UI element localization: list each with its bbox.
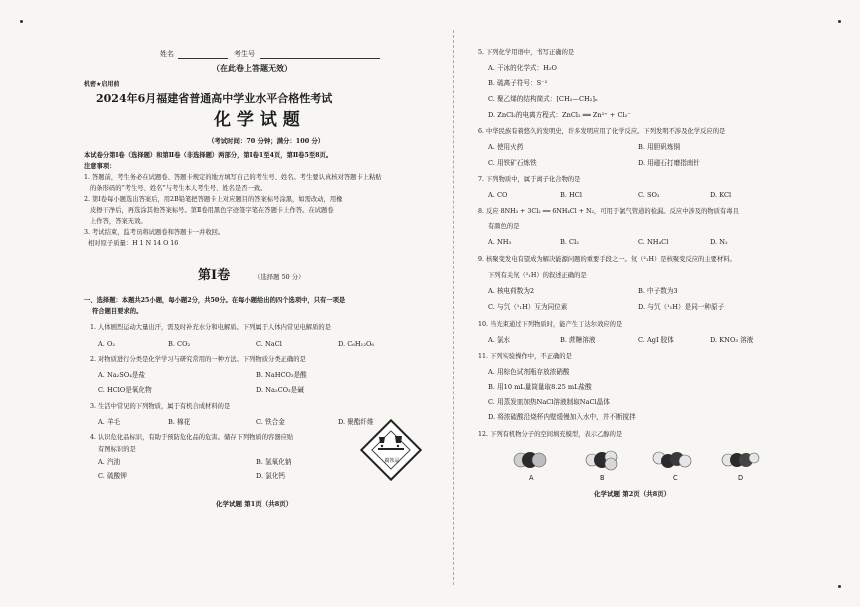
exam-title: 2024年6月福建省普通高中学业水平合格性考试 <box>96 92 333 105</box>
note-line: 2. 第Ⅰ卷每小题选出答案后，用2B铅笔把答题卡上对应题目的答案标号涂黑，如需改动，用橡 <box>84 196 343 203</box>
option: B. 用10 mL量筒量取8.25 mL盐酸 <box>488 383 592 391</box>
option: B. NaHCO₃是酸 <box>256 371 307 379</box>
option: C. 与氕（¹₁H）互为同位素 <box>488 303 568 311</box>
question-stem: 10. 当光束通过下列物质时，能产生丁达尔效应的是 <box>478 321 623 328</box>
exam-no-blank <box>260 58 380 59</box>
option: C. 硫酸钾 <box>98 472 127 480</box>
question-stem: 11. 下列实验操作中，不正确的是 <box>478 353 572 360</box>
question-stem: 6. 中华民族有着悠久的发明史，许多发明应用了化学反应。下列发明不涉及化学反应的是 <box>478 128 726 135</box>
option: D. 将浓硫酸沿烧杯内壁缓慢加入水中，并不断搅拌 <box>488 413 636 421</box>
page-footer: 化学试题 第2页（共8页） <box>594 490 671 498</box>
option: B. Cl₂ <box>560 238 579 246</box>
molecule-model-a <box>508 448 552 472</box>
question-stem: 1. 人体剧烈运动大量出汗，需及时补充水分和电解质。下列属于人体内常见电解质的是 <box>90 324 331 331</box>
section-title: 第Ⅰ卷 <box>198 268 231 283</box>
option: B. 用胆矾炼铜 <box>638 143 681 151</box>
scan-mark <box>20 20 23 23</box>
molecule-model-b <box>580 448 624 472</box>
option: A. O₂ <box>98 340 116 348</box>
question-stem: 5. 下列化学用语中，书写正确的是 <box>478 49 575 56</box>
answer-invalid-notice: （在此卷上答题无效） <box>212 63 292 73</box>
exam-no-label: 考生号 <box>234 50 255 58</box>
option: C. NaCl <box>256 340 282 348</box>
option: A. 汽油 <box>98 458 121 466</box>
molecule-model-d <box>718 448 762 472</box>
page-divider <box>453 30 454 585</box>
molecule-model-c <box>650 448 694 472</box>
note-line: 皮擦干净后，再选涂其他答案标号。第Ⅱ卷用黑色字迹签字笔在答题卡上作答。在试题卷 <box>90 207 334 214</box>
question-stem: 有图标识的是 <box>98 446 136 453</box>
option: D. 与氕（¹₁H）是同一种原子 <box>638 303 725 311</box>
atomic-masses: 相对原子质量：H 1 N 14 O 16 <box>88 240 179 247</box>
section-instruction: 符合题目要求的。 <box>92 308 143 315</box>
option: A. Na₂SO₄是盐 <box>98 371 146 379</box>
name-label: 姓名 <box>160 50 174 58</box>
option: B. 硫离子符号：S⁻² <box>488 79 548 87</box>
question-stem: 下列有关氘（²₁H）的叙述正确的是 <box>488 272 587 279</box>
option: B. HCl <box>560 191 582 199</box>
hazard-label: 腐蚀品 <box>384 458 400 464</box>
question-stem: 3. 生活中常见的下列物质，属于有机合成材料的是 <box>90 403 231 410</box>
option: D. Na₂CO₃是碱 <box>256 386 304 394</box>
option: C. 用蒸发皿加热NaCl溶液制取NaCl晶体 <box>488 398 610 406</box>
option: D. C₆H₁₂O₆ <box>338 340 375 348</box>
notes-title: 注意事项： <box>84 163 116 170</box>
option: B. 氢氧化钠 <box>256 458 292 466</box>
option: A. 氯水 <box>488 336 511 344</box>
option: A. NH₃ <box>488 238 512 246</box>
confidential-mark: 机密★启用前 <box>84 81 120 88</box>
question-stem: 8. 反应 8NH₃ + 3Cl₂ ══ 6NH₄Cl + N₂，可用于氯气管道的检漏。反应中涉及的物质有毒且 <box>478 208 739 215</box>
option: B. CO₂ <box>168 340 191 348</box>
question-stem: 有颜色的是 <box>488 223 520 230</box>
option: B. 棉花 <box>168 418 191 426</box>
question-stem: 4. 认识危化品标识，有助于预防危化品的危害。储存下列物质的容器应贴 <box>90 434 294 441</box>
option: D. N₂ <box>710 238 728 246</box>
option-label: B <box>600 474 605 482</box>
option: D. 氯化钙 <box>256 472 286 480</box>
option: C. SO₂ <box>638 191 660 199</box>
option: A. 用棕色试剂瓶存放浓硝酸 <box>488 368 570 376</box>
option-label: D <box>738 474 744 482</box>
option: A. 使用火药 <box>488 143 524 151</box>
note-line: 上作答，答案无效。 <box>90 218 147 225</box>
note-line: 1. 答题前，考生务必在试题卷、答题卡规定的地方填写自己的考生号、姓名。考生要认真核对答题卡上粘贴 <box>84 174 382 181</box>
option: A. 羊毛 <box>98 418 121 426</box>
option: C. AgI 胶体 <box>638 336 674 344</box>
section-subtitle: （选择题 50 分） <box>254 273 305 281</box>
option: D. ZnCl₂的电离方程式：ZnCl₂ ══ Zn²⁺ + Cl₂⁻ <box>488 111 631 119</box>
scan-mark <box>838 585 841 588</box>
question-stem: 12. 下列有机物分子的空间填充模型，表示乙醇的是 <box>478 431 623 438</box>
option: B. 中子数为3 <box>638 287 678 295</box>
option: C. 用铁矿石炼铁 <box>488 159 537 167</box>
option: A. 干冰的化学式：H₂O <box>488 64 557 72</box>
option: A. 核电荷数为2 <box>488 287 535 295</box>
exam-intro: 本试卷分第Ⅰ卷（选择题）和第Ⅱ卷（非选择题）两部分，第Ⅰ卷1至4页，第Ⅱ卷5至8页。 <box>84 152 333 159</box>
option: D. 用磁石打磨指南针 <box>638 159 700 167</box>
option: A. CO <box>488 191 508 199</box>
option: D. KCl <box>710 191 732 199</box>
question-stem: 7. 下列物质中，属于离子化合物的是 <box>478 176 581 183</box>
question-stem: 9. 核聚变发电有望成为解决能源问题的重要手段之一。氘（²₁H）是核聚变反应的主要材料。 <box>478 256 736 263</box>
corrosive-icon <box>375 433 407 451</box>
name-blank <box>178 58 228 59</box>
option: C. HClO是氧化物 <box>98 386 152 394</box>
note-line: 3. 考试结束，监考员将试题卷和答题卡一并收回。 <box>84 229 225 236</box>
section-instruction: 一、选择题：本题共25小题，每小题2分，共50分。在每小题给出的四个选项中，只有一项是 <box>84 297 346 304</box>
option: C. 铁合金 <box>256 418 285 426</box>
page-footer: 化学试题 第1页（共8页） <box>216 500 293 508</box>
scan-mark <box>838 20 841 23</box>
option: C. NH₄Cl <box>638 238 669 246</box>
option: B. 蔗糖溶液 <box>560 336 596 344</box>
note-line: 的条形码的“考生号、姓名”与考生本人考生号、姓名是否一致。 <box>90 185 267 192</box>
option: D. 聚酯纤维 <box>338 418 374 426</box>
time-info: （考试时间：70 分钟；满分：100 分） <box>208 137 325 145</box>
option: C. 聚乙烯的结构简式：[CH₂—CH₂]ₙ <box>488 95 598 103</box>
subject-title: 化 学 试 题 <box>214 110 300 130</box>
option-label: C <box>673 474 678 482</box>
option-label: A <box>529 474 534 482</box>
question-stem: 2. 对物质进行分类是化学学习与研究常用的一种方法。下列物质分类正确的是 <box>90 356 306 363</box>
option: D. KNO₃ 溶液 <box>710 336 754 344</box>
